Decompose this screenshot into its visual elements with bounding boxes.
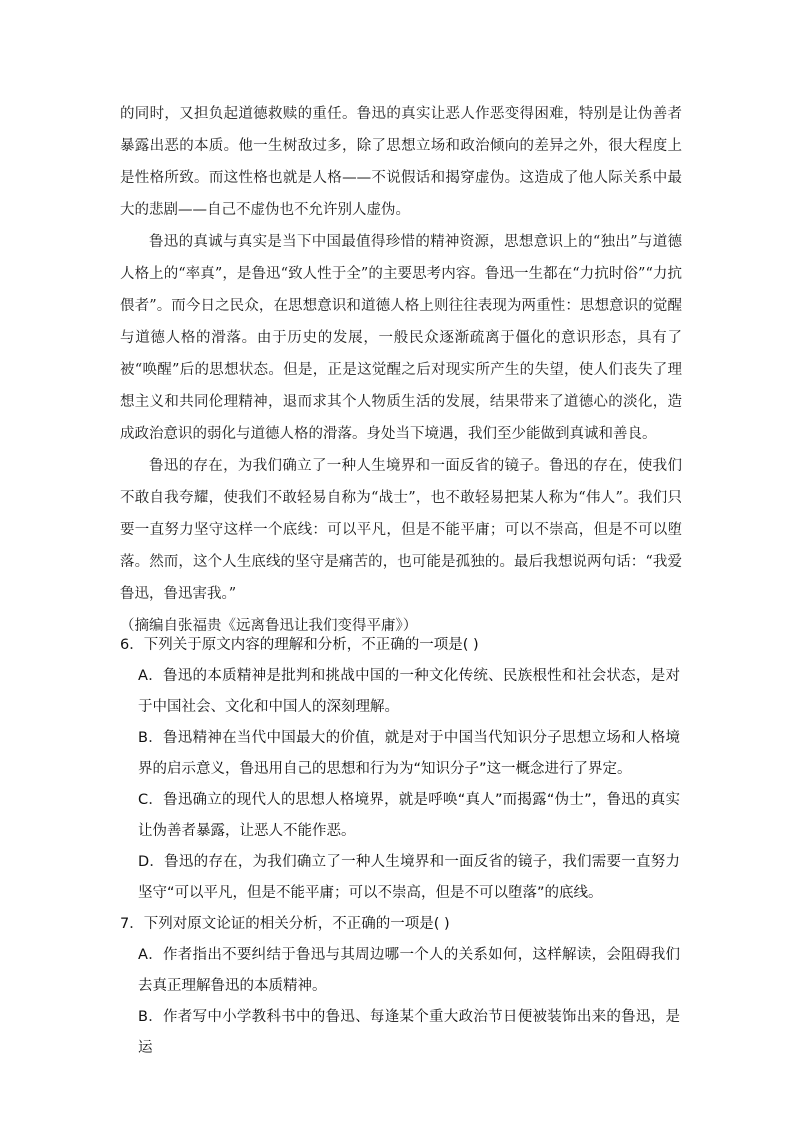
reading-passage	[120, 98, 682, 642]
option-b: B．鲁迅精神在当代中国最大的价值，就是对于中国当代知识分子思想立场和人格境界的启示意义，鲁迅用自己的思想和行为为“知识分子”这一概念进行了界定。	[138, 730, 680, 777]
question-7	[120, 909, 680, 1064]
option-a: A．作者指出不要纠结于鲁迅与其周边哪一个人的关系如何，这样解读，会阻碍我们去真正理解鲁迅的本质精神。	[138, 947, 680, 994]
passage-source: （摘编自张福贵《远离鲁迅让我们变得平庸》）	[120, 618, 418, 634]
question-stem: 7．下列对原文论证的相关分析，不正确的一项是( )	[120, 916, 450, 932]
passage-paragraph: 鲁迅的存在，为我们确立了一种人生境界和一面反省的镜子。鲁迅的存在，使我们不敢自我夸耀，使我们不敢轻易自称为“战士”，也不敢轻易把某人称为“伟人”。我们只要一直努力坚守这样一个底线：可以平凡，但是不能平庸；可以不崇高，但是不可以堕落。然而，这个人生底线的坚守是痛苦的，也可能是孤独的。最后我想说两句话：“我爱鲁迅，鲁迅害我。”	[120, 458, 682, 602]
question-stem: 6．下列关于原文内容的理解和分析，不正确的一项是( )	[120, 637, 479, 653]
option-a: A．鲁迅的本质精神是批判和挑战中国的一种文化传统、民族根性和社会状态，是对于中国社会、文化和中国人的深刻理解。	[138, 668, 680, 715]
passage-paragraph: 鲁迅的真诚与真实是当下中国最值得珍惜的精神资源，思想意识上的“独出”与道德人格上的“率真”，是鲁迅“致人性于全”的主要思考内容。鲁迅一生都在“力抗时俗”“力抗偎者”。而今日之民众，在思想意识和道德人格上则往往表现为两重性：思想意识的觉醒与道德人格的滑落。由于历史的发展，一般民众逐渐疏离于僵化的意识形态，具有了被“唤醒”后的思想状态。但是，正是这觉醒之后对现实所产生的失望，使人们丧失了理想主义和共同伦理精神，退而求其个人物质生活的发展，结果带来了道德心的淡化，造成政治意识的弱化与道德人格的滑落。身处当下境遇，我们至少能做到真诚和善良。	[120, 234, 682, 442]
question-list	[120, 630, 680, 1064]
option-c: C．鲁迅确立的现代人的思想人格境界，就是呼唤“真人”而揭露“伪士”，鲁迅的真实让伪善者暴露，让恶人不能作恶。	[138, 792, 680, 839]
option-d: D．鲁迅的存在，为我们确立了一种人生境界和一面反省的镜子，我们需要一直努力坚守“可以平凡，但是不能平庸；可以不崇高，但是不可以堕落”的底线。	[138, 854, 680, 901]
passage-paragraph: 的同时，又担负起道德救赎的重任。鲁迅的真实让恶人作恶变得困难，特别是让伪善者暴露出恶的本质。他一生树敌过多，除了思想立场和政治倾向的差异之外，很大程度上是性格所致。而这性格也就是人格——不说假话和揭穿虚伪。这造成了他人际关系中最大的悲剧——自己不虚伪也不允许别人虚伪。	[120, 106, 682, 218]
option-b: B．作者写中小学教科书中的鲁迅、每逢某个重大政治节日便被装饰出来的鲁迅，是运	[138, 1009, 680, 1056]
question-6	[120, 630, 680, 909]
